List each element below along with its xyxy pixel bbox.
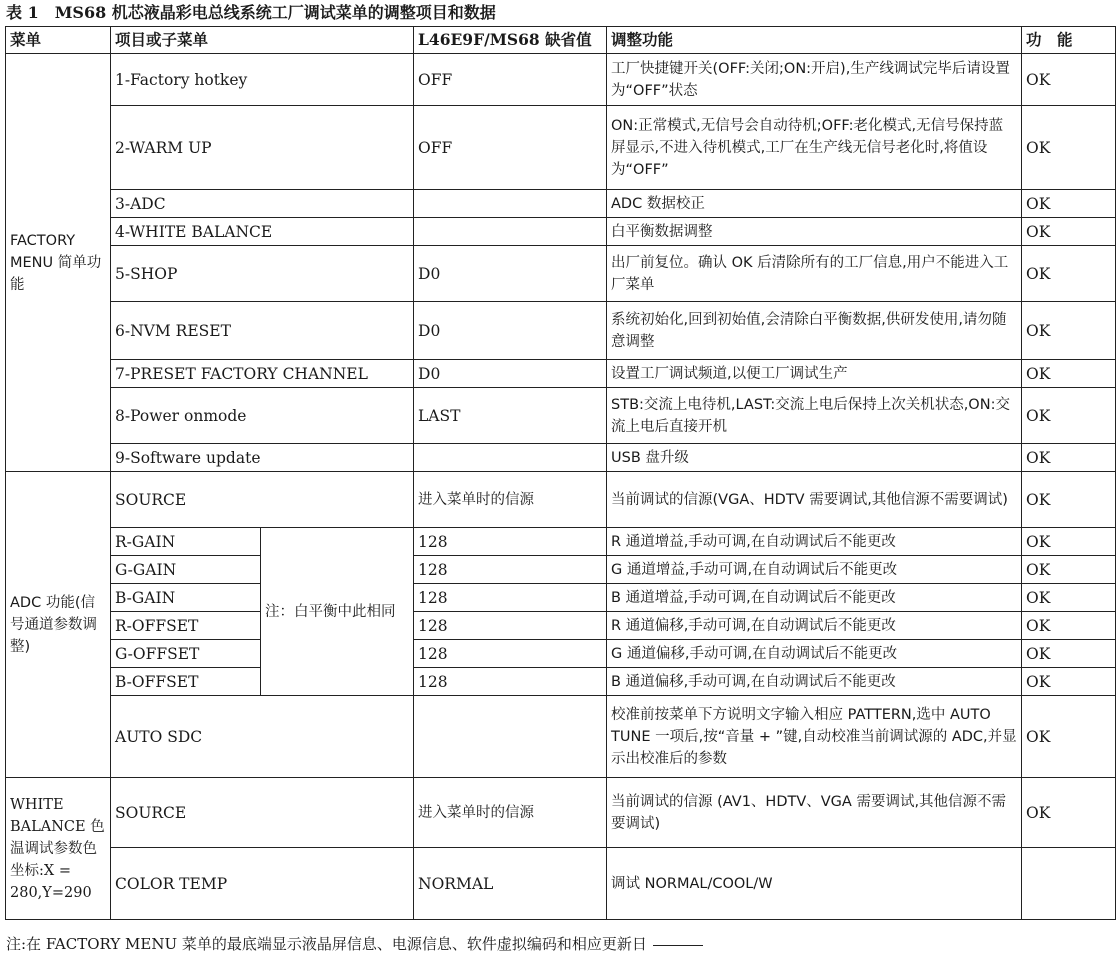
function-cell: USB 盘升级 (607, 444, 1022, 472)
default-cell (414, 696, 607, 778)
footnote-rule (653, 945, 703, 946)
item-cell: G-GAIN (111, 556, 261, 584)
function-cell: 当前调试的信源(VGA、HDTV 需要调试,其他信源不需要调试) (607, 472, 1022, 528)
table-row (6, 778, 1116, 848)
ok-cell: OK (1022, 640, 1116, 668)
table-row (6, 444, 1116, 472)
default-cell: 128 (414, 640, 607, 668)
function-cell: 设置工厂调试频道,以便工厂调试生产 (607, 360, 1022, 388)
function-cell: 调试 NORMAL/COOL/W (607, 848, 1022, 920)
ok-cell: OK (1022, 612, 1116, 640)
item-cell: B-GAIN (111, 584, 261, 612)
item-cell: 2-WARM UP (111, 106, 414, 190)
ok-cell: OK (1022, 696, 1116, 778)
function-cell: R 通道偏移,手动可调,在自动调试后不能更改 (607, 612, 1022, 640)
function-cell: 校准前按菜单下方说明文字输入相应 PATTERN,选中 AUTO TUNE 一项后,按“音量 + ”键,自动校准当前调试源的 ADC,并显示出校准后的参数 (607, 696, 1022, 778)
ok-cell: OK (1022, 218, 1116, 246)
header-menu: 菜单 (6, 27, 111, 54)
default-cell: 128 (414, 612, 607, 640)
function-cell: 系统初始化,回到初始值,会清除白平衡数据,供研发使用,请勿随意调整 (607, 302, 1022, 360)
default-cell: LAST (414, 388, 607, 444)
table-row (6, 54, 1116, 106)
table-row (6, 218, 1116, 246)
ok-cell: OK (1022, 472, 1116, 528)
ok-cell: OK (1022, 54, 1116, 106)
item-cell: 1-Factory hotkey (111, 54, 414, 106)
group-factory-menu: FACTORY MENU 简单功能 (6, 54, 111, 472)
table-row (6, 472, 1116, 528)
table-row (6, 848, 1116, 920)
ok-cell: OK (1022, 302, 1116, 360)
default-cell: 128 (414, 556, 607, 584)
ok-cell: OK (1022, 668, 1116, 696)
ok-cell (1022, 848, 1116, 920)
default-cell: D0 (414, 360, 607, 388)
ok-cell: OK (1022, 584, 1116, 612)
table-row (6, 612, 1116, 640)
header-adjust: 调整功能 (607, 27, 1022, 54)
item-cell: 8-Power onmode (111, 388, 414, 444)
function-cell: 当前调试的信源 (AV1、HDTV、VGA 需要调试,其他信源不需要调试) (607, 778, 1022, 848)
table-row (6, 640, 1116, 668)
table-row (6, 556, 1116, 584)
ok-cell: OK (1022, 556, 1116, 584)
function-cell: STB:交流上电待机,LAST:交流上电后保持上次关机状态,ON:交流上电后直接开机 (607, 388, 1022, 444)
item-cell: 4-WHITE BALANCE (111, 218, 414, 246)
table-row (6, 190, 1116, 218)
function-cell: B 通道偏移,手动可调,在自动调试后不能更改 (607, 668, 1022, 696)
item-cell: 9-Software update (111, 444, 414, 472)
item-cell: SOURCE (111, 472, 414, 528)
default-cell: 128 (414, 668, 607, 696)
function-cell: 出厂前复位。确认 OK 后清除所有的工厂信息,用户不能进入工厂菜单 (607, 246, 1022, 302)
function-cell: B 通道增益,手动可调,在自动调试后不能更改 (607, 584, 1022, 612)
default-cell: D0 (414, 246, 607, 302)
ok-cell: OK (1022, 778, 1116, 848)
default-cell (414, 444, 607, 472)
footnote-text: 注:在 FACTORY MENU 菜单的最底端显示液晶屏信息、电源信息、软件虚拟编码和相应更新日 (6, 935, 647, 953)
table-row (6, 696, 1116, 778)
default-cell (414, 218, 607, 246)
ok-cell: OK (1022, 246, 1116, 302)
ok-cell: OK (1022, 106, 1116, 190)
header-row (6, 27, 1116, 54)
ok-cell: OK (1022, 528, 1116, 556)
ok-cell: OK (1022, 190, 1116, 218)
header-item: 项目或子菜单 (111, 27, 414, 54)
default-cell: 进入菜单时的信源 (414, 472, 607, 528)
factory-menu-table (5, 26, 1116, 920)
item-cell: AUTO SDC (111, 696, 414, 778)
footnote (6, 932, 703, 956)
header-function: 功 能 (1022, 27, 1116, 54)
table-row (6, 360, 1116, 388)
group-adc: ADC 功能(信号通道参数调整) (6, 472, 111, 778)
default-cell: 进入菜单时的信源 (414, 778, 607, 848)
ok-cell: OK (1022, 360, 1116, 388)
table-row (6, 584, 1116, 612)
default-cell: 128 (414, 528, 607, 556)
item-cell: 7-PRESET FACTORY CHANNEL (111, 360, 414, 388)
table-row (6, 302, 1116, 360)
function-cell: ADC 数据校正 (607, 190, 1022, 218)
function-cell: 白平衡数据调整 (607, 218, 1022, 246)
function-cell: R 通道增益,手动可调,在自动调试后不能更改 (607, 528, 1022, 556)
item-cell: COLOR TEMP (111, 848, 414, 920)
function-cell: ON:正常模式,无信号会自动待机;OFF:老化模式,无信号保持蓝屏显示,不进入待机模式,工厂在生产线无信号老化时,将值设为“OFF” (607, 106, 1022, 190)
function-cell: G 通道偏移,手动可调,在自动调试后不能更改 (607, 640, 1022, 668)
adc-note: 注：白平衡中此相同 (261, 528, 414, 696)
default-cell (414, 190, 607, 218)
header-default: L46E9F/MS68 缺省值 (414, 27, 607, 54)
table-row (6, 106, 1116, 190)
table-title: 表 1 MS68 机芯液晶彩电总线系统工厂调试菜单的调整项目和数据 (6, 3, 496, 22)
default-cell: D0 (414, 302, 607, 360)
ok-cell: OK (1022, 388, 1116, 444)
default-cell: OFF (414, 54, 607, 106)
table-row (6, 668, 1116, 696)
table-row (6, 246, 1116, 302)
item-cell: B-OFFSET (111, 668, 261, 696)
item-cell: 6-NVM RESET (111, 302, 414, 360)
item-cell: R-OFFSET (111, 612, 261, 640)
item-cell: 3-ADC (111, 190, 414, 218)
group-white-balance: WHITE BALANCE 色温调试参数色坐标:X = 280,Y=290 (6, 778, 111, 920)
ok-cell: OK (1022, 444, 1116, 472)
default-cell: NORMAL (414, 848, 607, 920)
item-cell: R-GAIN (111, 528, 261, 556)
item-cell: G-OFFSET (111, 640, 261, 668)
item-cell: 5-SHOP (111, 246, 414, 302)
table-row (6, 528, 1116, 556)
function-cell: 工厂快捷键开关(OFF:关闭;ON:开启),生产线调试完毕后请设置为“OFF”状态 (607, 54, 1022, 106)
default-cell: 128 (414, 584, 607, 612)
default-cell: OFF (414, 106, 607, 190)
item-cell: SOURCE (111, 778, 414, 848)
function-cell: G 通道增益,手动可调,在自动调试后不能更改 (607, 556, 1022, 584)
table-row (6, 388, 1116, 444)
